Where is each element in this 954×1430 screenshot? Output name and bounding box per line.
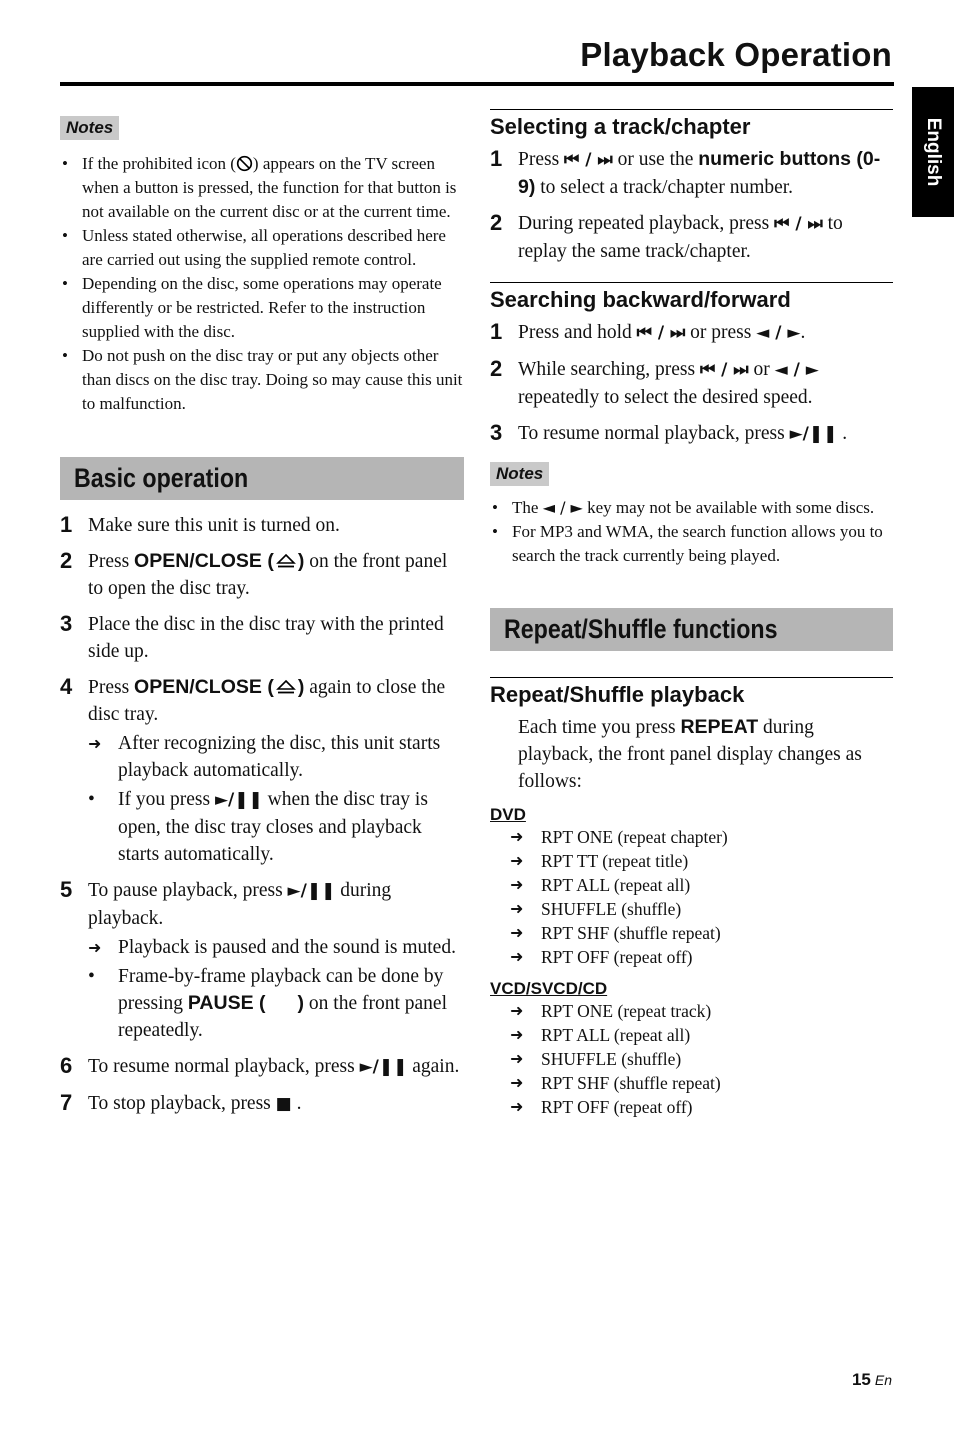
step-text: to replay the same track/chapter. (518, 213, 843, 262)
eject-icon (276, 679, 296, 695)
step-text: repeatedly to select the desired speed. (518, 387, 813, 408)
arrow-icon: ➜ (510, 1049, 524, 1068)
note-item: • Unless stated otherwise, all operations described here are carried out using the supplied remote control. (60, 224, 464, 272)
step (60, 1090, 464, 1118)
notes-list (490, 496, 893, 568)
mode-item (510, 849, 893, 873)
button-name: ) (297, 550, 305, 572)
step-text: Press and hold (518, 322, 637, 343)
mode-text: RPT OFF (repeat off) (541, 1097, 693, 1117)
step-number: 5 (60, 877, 73, 902)
sub-item (88, 786, 464, 868)
arrow-icon: ➜ (510, 1001, 524, 1020)
step (60, 512, 464, 539)
mode-item (510, 1047, 893, 1071)
page-number-value: 15 (851, 1370, 871, 1389)
arrow-icon: ➜ (510, 875, 524, 894)
arrow-icon: ➜ (88, 938, 102, 957)
mode-item (510, 945, 893, 969)
step-number: 2 (490, 210, 503, 235)
step-text: To resume normal playback, press (88, 1056, 360, 1077)
step-text: To pause playback, press (88, 880, 288, 901)
play-pause-icon: ►/❚❚ (214, 790, 263, 810)
section-heading-text: Basic operation (74, 463, 249, 493)
note-item: • Depending on the disc, some operations may operate differently or be restricted. Refer to the instruction supplied with the disc. (60, 272, 464, 344)
skip-icon: ⏮ / ⏭ (636, 323, 686, 343)
step-text: . (837, 423, 848, 444)
notes-label: Notes (490, 462, 549, 486)
sub-text: If you press (118, 789, 215, 810)
sub-text: Playback is paused and the sound is muted. (118, 937, 456, 958)
arrow-icon: ➜ (510, 1097, 524, 1116)
subheading-repeat-playback: Repeat/Shuffle playback (490, 677, 893, 708)
notes-box-right (490, 462, 893, 568)
note-item (490, 496, 893, 520)
mode-item (510, 921, 893, 945)
searching-steps (490, 319, 893, 448)
intro-text: Each time you press (518, 717, 681, 738)
arrow-icon: ➜ (88, 734, 102, 753)
search-icon: ◄ / ► (774, 360, 819, 380)
step (60, 674, 464, 868)
step-number: 4 (60, 674, 73, 699)
step (490, 420, 893, 448)
page-lang-suffix: En (874, 1372, 892, 1388)
skip-icon: ⏮ / ⏭ (699, 360, 749, 380)
step-number: 7 (60, 1090, 73, 1115)
button-name: OPEN/CLOSE ( (134, 550, 274, 572)
mode-text: RPT SHF (shuffle repeat) (541, 1073, 721, 1093)
sub-item (88, 934, 464, 961)
step-text: To stop playback, press (88, 1093, 276, 1114)
step-text: Place the disc in the disc tray with the printed side up. (88, 614, 444, 662)
mode-text: RPT ONE (repeat track) (541, 1001, 712, 1021)
step (60, 611, 464, 665)
search-icon: ◄ / ► (542, 498, 583, 517)
bullet: • (88, 966, 95, 987)
vcd-mode-list (490, 999, 893, 1119)
step-text: again. (407, 1056, 460, 1077)
sub-item (88, 963, 464, 1044)
step-number: 2 (490, 356, 503, 381)
step (60, 1053, 464, 1081)
basic-steps (60, 512, 464, 1118)
button-name: PAUSE ( (187, 992, 266, 1014)
note-text: ) appears on the TV screen when a button is pressed, the function for that button is not available on the current disc or at the current time. (82, 154, 457, 221)
step-text: on the front panel to open the disc tray. (88, 551, 448, 599)
mode-text: RPT ALL (repeat all) (541, 1025, 691, 1045)
step-text: Make sure this unit is turned on. (88, 515, 340, 536)
skip-icon: ⏮ / ⏭ (774, 214, 823, 234)
step-number: 1 (60, 512, 73, 537)
step-text: To resume normal playback, press (518, 423, 790, 444)
arrow-icon: ➜ (510, 1025, 524, 1044)
sub-text: After recognizing the disc, this unit starts playback automatically. (118, 733, 441, 781)
language-tab-label: English (923, 117, 944, 187)
mode-text: RPT ALL (repeat all) (541, 875, 691, 895)
step-text: Press (88, 551, 135, 572)
eject-icon (276, 553, 296, 569)
play-pause-icon: ►/❚❚ (789, 424, 838, 444)
sub-text: Frame-by-frame playback can be done by pressing (118, 966, 444, 1014)
step-text: to select a track/chapter number. (535, 177, 794, 198)
mode-item (510, 873, 893, 897)
button-name: ) (297, 992, 305, 1014)
bullet: • (88, 789, 95, 810)
play-pause-icon: ►/❚❚ (359, 1057, 408, 1077)
step-number: 3 (490, 420, 503, 445)
note-item: • For MP3 and WMA, the search function allows you to search the track currently being played. (490, 520, 893, 568)
mode-item (510, 825, 893, 849)
repeat-intro (518, 714, 893, 795)
step-text: during playback. (88, 880, 392, 929)
note-item (60, 152, 464, 224)
mode-text: RPT TT (repeat title) (541, 851, 689, 871)
button-name: OPEN/CLOSE ( (134, 676, 274, 698)
button-name: REPEAT (680, 716, 759, 738)
button-name: ) (297, 676, 305, 698)
notes-box-top (60, 116, 464, 416)
step-text: again to close the disc tray. (88, 677, 446, 725)
right-column (490, 109, 893, 1119)
step (490, 319, 893, 347)
mode-item (510, 1095, 893, 1119)
left-column (60, 116, 464, 1127)
arrow-icon: ➜ (510, 899, 524, 918)
step-text: While searching, press (518, 359, 700, 380)
language-tab (912, 87, 954, 217)
step-number: 1 (490, 146, 503, 171)
mode-item (510, 1071, 893, 1095)
mode-text: RPT SHF (shuffle repeat) (541, 923, 721, 943)
step-text: . (291, 1093, 302, 1114)
mode-text: SHUFFLE (shuffle) (541, 899, 682, 919)
sub-text: on the front panel repeatedly. (118, 993, 447, 1041)
note-item: • Do not push on the disc tray or put any objects other than discs on the disc tray. Doing so may cause this unit to malfunction. (60, 344, 464, 416)
intro-text: during playback, the front panel display changes as follows: (518, 717, 862, 792)
page-title: Playback Operation (580, 36, 892, 73)
arrow-icon: ➜ (510, 923, 524, 942)
step-text: or (748, 359, 775, 380)
step-text: Press (88, 677, 135, 698)
step-text: Press (518, 149, 565, 170)
mode-text: RPT ONE (repeat chapter) (541, 827, 728, 847)
skip-icon: ⏮ / ⏭ (564, 150, 613, 170)
title-rule (60, 82, 894, 86)
subheading-searching: Searching backward/forward (490, 282, 893, 313)
vcd-label: VCD/SVCD/CD (490, 979, 608, 998)
step-number: 2 (60, 548, 73, 573)
section-heading-text: Repeat/Shuffle functions (504, 614, 778, 644)
step (60, 877, 464, 1044)
step-number: 3 (60, 611, 73, 636)
dvd-label: DVD (490, 805, 526, 824)
page-number (852, 1370, 892, 1390)
section-heading-repeat (490, 608, 893, 651)
mode-text: SHUFFLE (shuffle) (541, 1049, 682, 1069)
step-number: 1 (490, 319, 503, 344)
mode-text: RPT OFF (repeat off) (541, 947, 693, 967)
prohibited-icon (236, 155, 253, 172)
note-text: The (512, 498, 543, 517)
button-name: numeric buttons (0-9) (518, 148, 881, 198)
note-text: If the prohibited icon ( (82, 154, 236, 173)
play-pause-icon: ►/❚❚ (287, 881, 336, 901)
arrow-icon: ➜ (510, 851, 524, 870)
step-number: 6 (60, 1053, 73, 1078)
step-text: or use the (612, 149, 699, 170)
arrow-icon: ➜ (510, 947, 524, 966)
selecting-steps (490, 146, 893, 265)
section-heading-basic-operation (60, 457, 464, 500)
step (490, 146, 893, 201)
step-text: or press (685, 322, 757, 343)
note-text: key may not be available with some discs. (582, 498, 875, 517)
step (490, 210, 893, 265)
stop-icon: ■ (275, 1094, 292, 1114)
subheading-selecting: Selecting a track/chapter (490, 109, 893, 140)
arrow-icon: ➜ (510, 1073, 524, 1092)
dvd-mode-list (490, 825, 893, 969)
step (490, 356, 893, 411)
arrow-icon: ➜ (510, 827, 524, 846)
notes-label: Notes (60, 116, 119, 140)
step-text: . (800, 322, 806, 343)
notes-list (60, 152, 464, 416)
step-text: During repeated playback, press (518, 213, 775, 234)
step (60, 548, 464, 602)
search-icon: ◄ / ► (756, 323, 801, 343)
mode-item (510, 999, 893, 1023)
mode-item (510, 897, 893, 921)
sub-item (88, 730, 464, 784)
sub-text: when the disc tray is open, the disc tray closes and playback starts automatically. (118, 789, 428, 865)
mode-item (510, 1023, 893, 1047)
